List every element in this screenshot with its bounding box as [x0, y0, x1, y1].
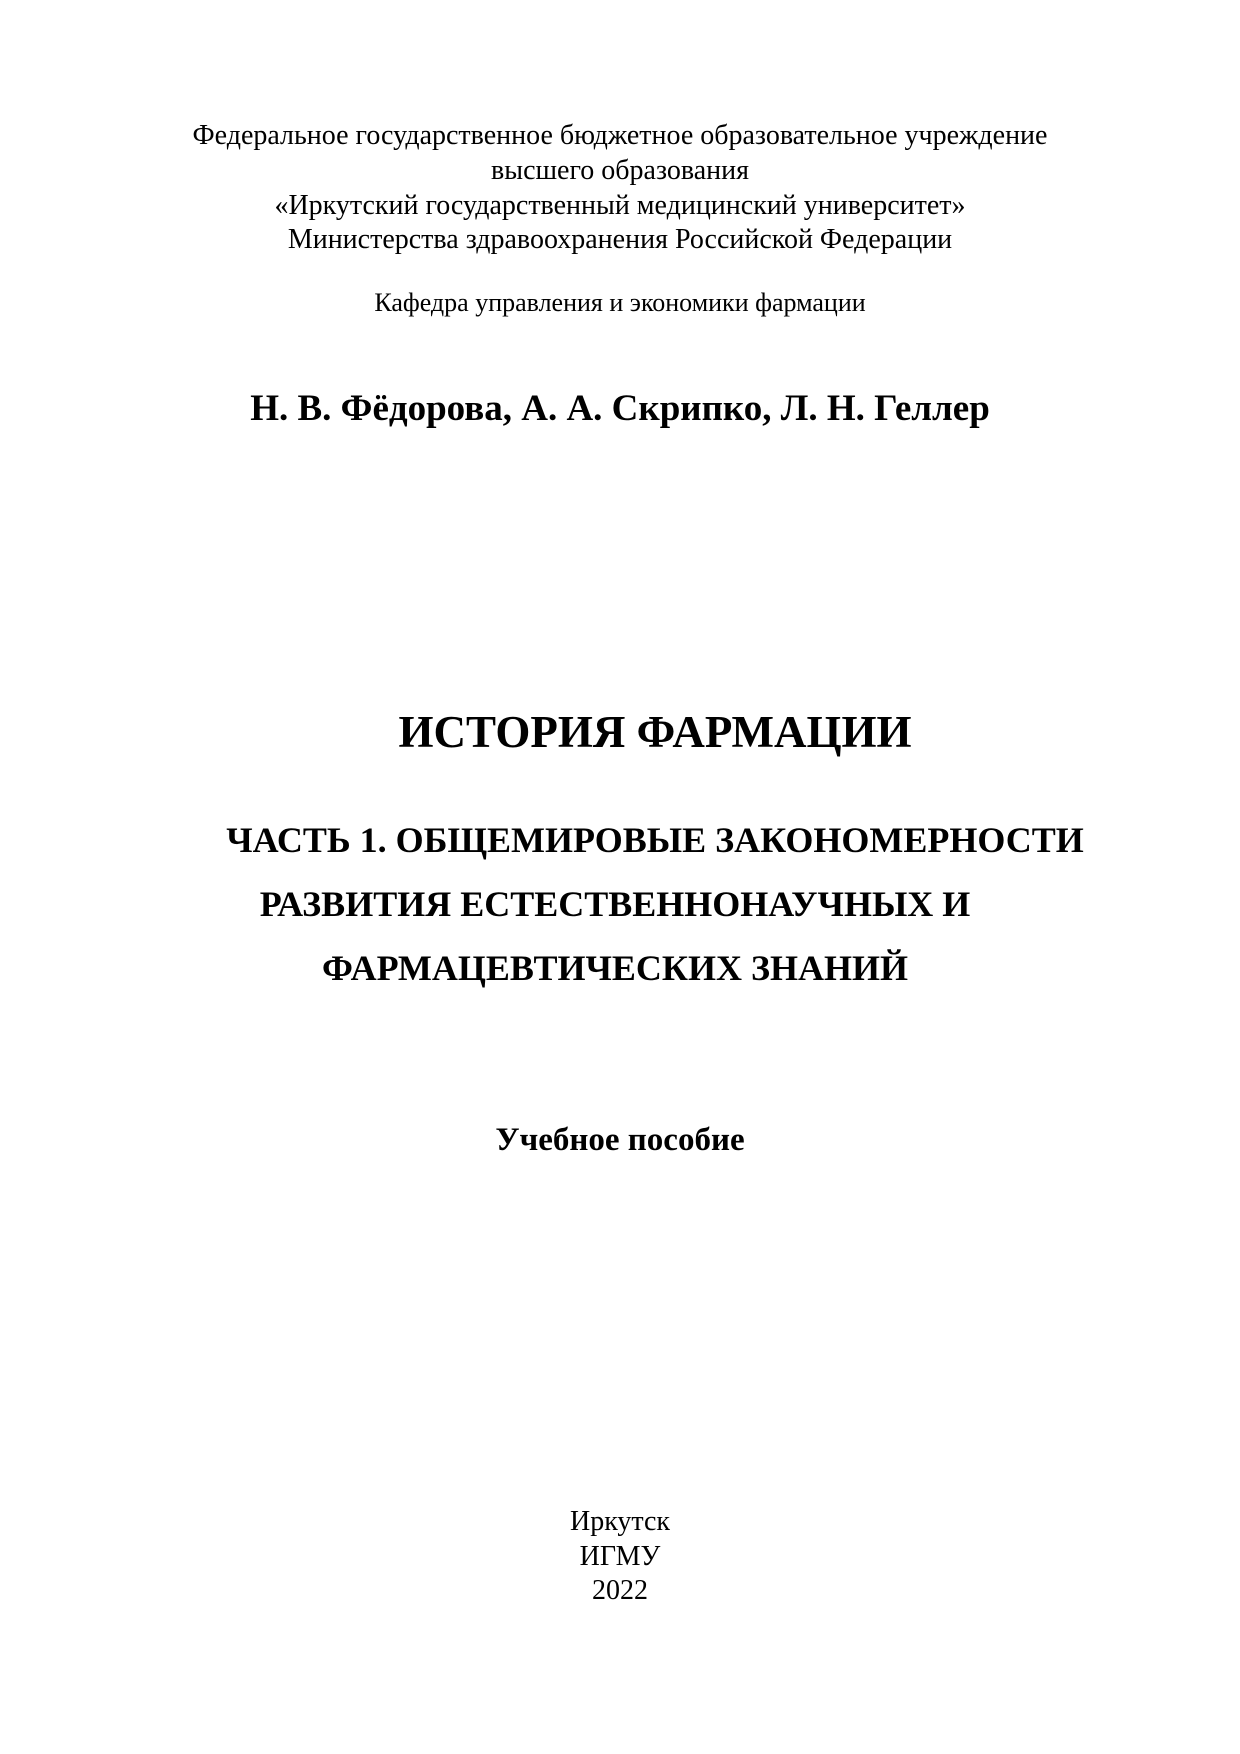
book-title: ИСТОРИЯ ФАРМАЦИИ: [398, 707, 912, 757]
institution-line-4: Министерства здравоохранения Российской Федерации: [287, 224, 953, 255]
institution-line-1: Федеральное государственное бюджетное образовательное учреждение: [192, 120, 1048, 151]
subtitle-line-3: ФАРМАЦЕВТИЧЕСКИХ ЗНАНИЙ: [321, 948, 909, 988]
department-name: Кафедра управления и экономики фармации: [374, 288, 866, 317]
imprint-publisher: ИГМУ: [579, 1541, 661, 1572]
institution-line-2: высшего образования: [491, 155, 749, 186]
institution-line-3: «Иркутский государственный медицинский университет»: [274, 190, 966, 221]
subtitle-line-2: РАЗВИТИЯ ЕСТЕСТВЕННОНАУЧНЫХ И: [259, 884, 971, 924]
document-type: Учебное пособие: [495, 1122, 745, 1158]
imprint-city: Иркутск: [569, 1506, 671, 1537]
subtitle-line-1: ЧАСТЬ 1. ОБЩЕМИРОВЫЕ ЗАКОНОМЕРНОСТИ: [226, 820, 1084, 860]
authors: Н. В. Фёдорова, А. А. Скрипко, Л. Н. Геллер: [250, 388, 990, 429]
imprint-year: 2022: [592, 1575, 648, 1606]
